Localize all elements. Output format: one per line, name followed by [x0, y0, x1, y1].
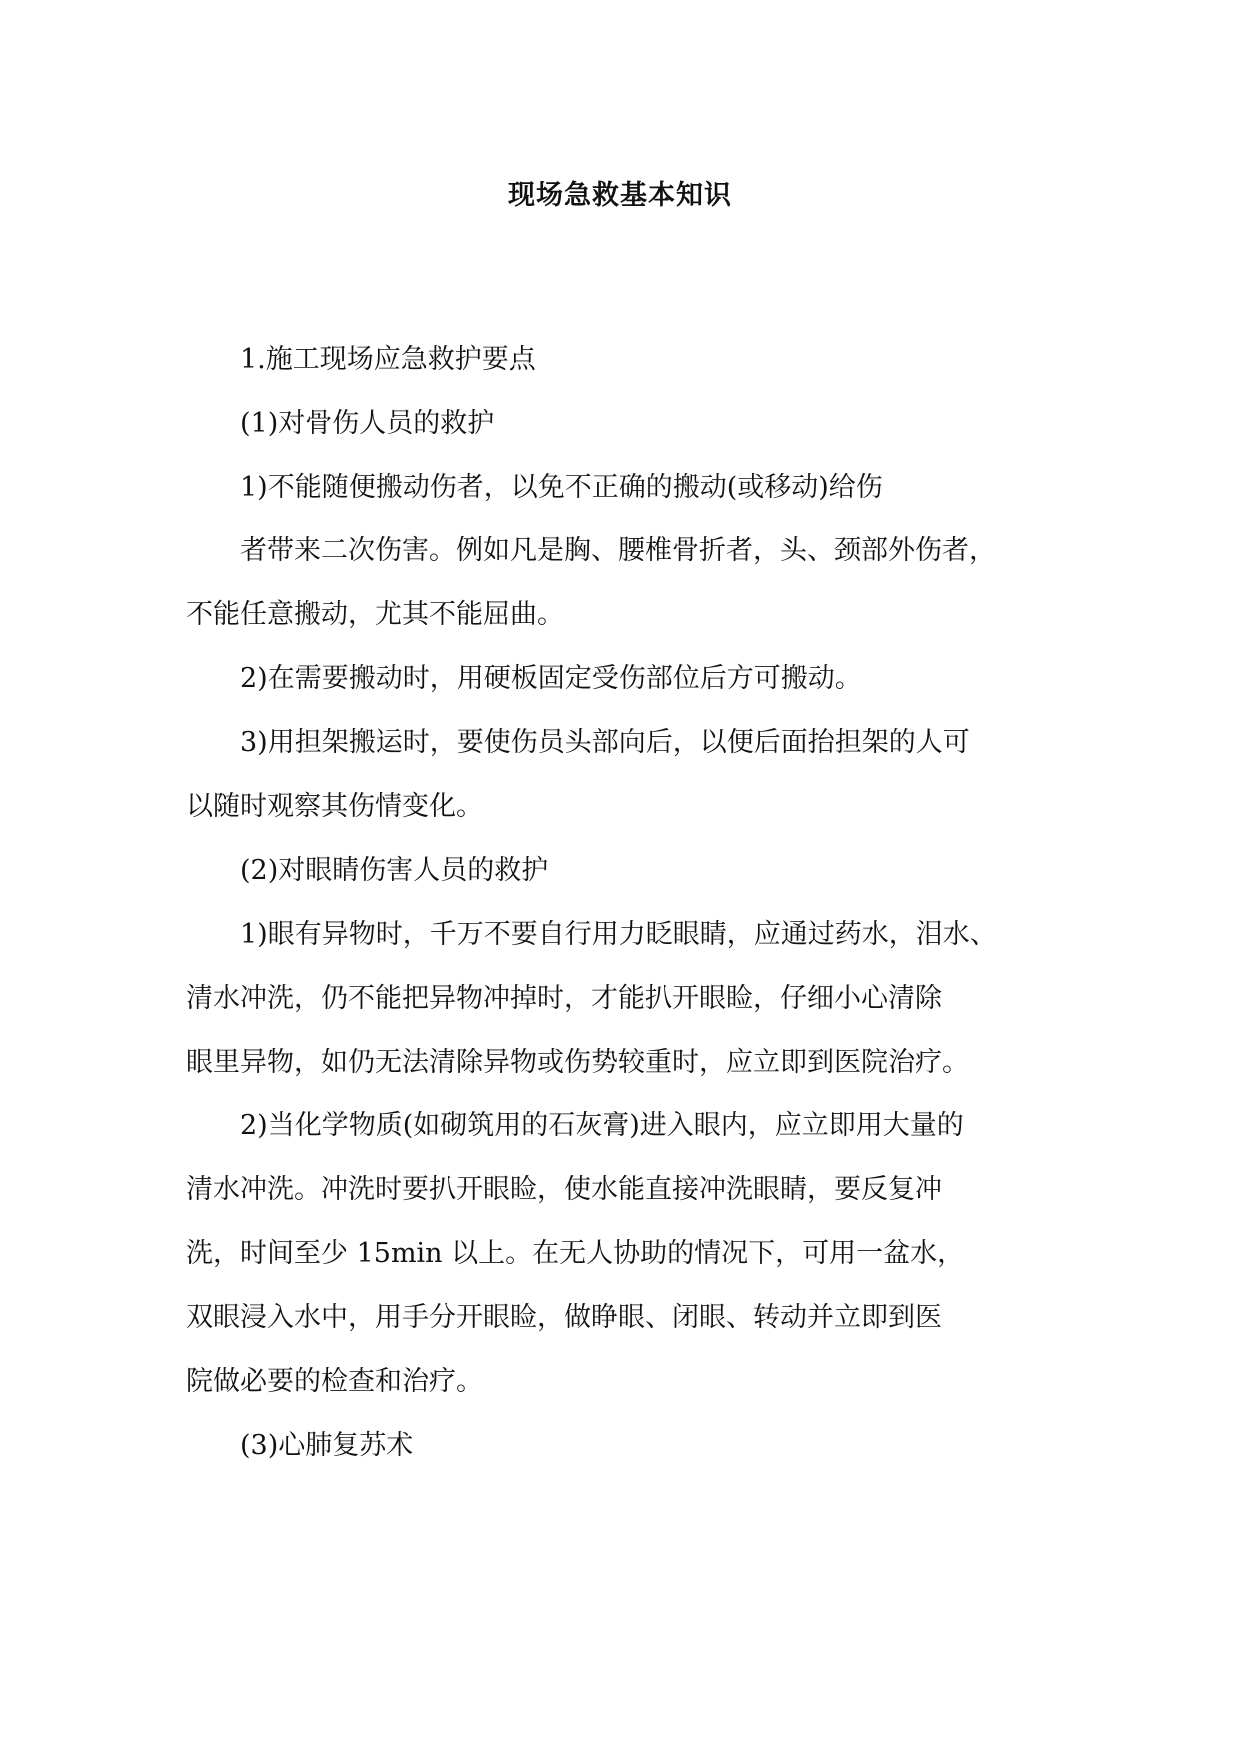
- section-heading-1: 1.施工现场应急救护要点: [240, 344, 536, 375]
- body-text-line: 2)在需要搬动时，用硬板固定受伤部位后方可搬动。: [240, 663, 862, 694]
- body-text-line: 清水冲洗。冲洗时要扒开眼睑，使水能直接冲洗眼睛，要反复冲: [186, 1174, 942, 1205]
- body-text-line: 眼里异物，如仍无法清除异物或伤势较重时，应立即到医院治疗。: [186, 1047, 969, 1078]
- body-text-line: 院做必要的检查和治疗。: [186, 1366, 483, 1397]
- body-text-line: 清水冲洗，仍不能把异物冲掉时，才能扒开眼睑，仔细小心清除: [186, 983, 942, 1014]
- body-text-line: 3)用担架搬运时，要使伤员头部向后，以便后面抬担架的人可: [240, 727, 970, 758]
- body-text-line: 1)眼有异物时，千万不要自行用力眨眼睛，应通过药水，泪水、: [240, 919, 997, 950]
- body-text-line: 双眼浸入水中，用手分开眼睑，做睁眼、闭眼、转动并立即到医: [186, 1302, 942, 1333]
- body-text-line: 者带来二次伤害。例如凡是胸、腰椎骨折者，头、颈部外伤者，: [240, 535, 996, 566]
- subsection-heading-bone-injury: (1)对骨伤人员的救护: [240, 408, 495, 439]
- body-text-line: 不能任意搬动，尤其不能屈曲。: [186, 599, 564, 630]
- document-title: 现场急救基本知识: [508, 180, 732, 211]
- body-text-line: 1)不能随便搬动伤者，以免不正确的搬动(或移动)给伤: [240, 472, 883, 503]
- body-text-line: 以随时观察其伤情变化。: [186, 791, 483, 822]
- subsection-heading-eye-injury: (2)对眼睛伤害人员的救护: [240, 855, 549, 886]
- body-text-line: 洗，时间至少 15min 以上。在无人协助的情况下，可用一盆水，: [186, 1238, 965, 1269]
- subsection-heading-cpr: (3)心肺复苏术: [240, 1430, 414, 1461]
- body-text-line: 2)当化学物质(如砌筑用的石灰膏)进入眼内，应立即用大量的: [240, 1110, 964, 1141]
